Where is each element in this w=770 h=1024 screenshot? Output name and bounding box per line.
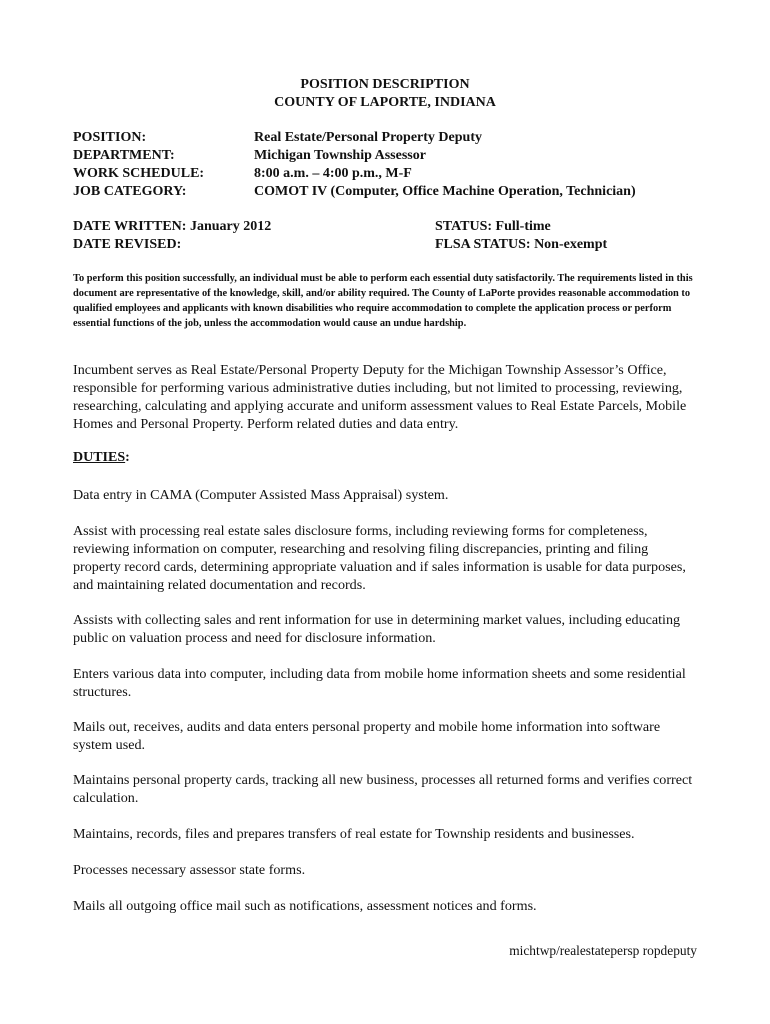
work-schedule-label: WORK SCHEDULE: bbox=[73, 166, 205, 181]
department-value: Michigan Township Assessor bbox=[254, 148, 426, 163]
date-revised: DATE REVISED: bbox=[73, 237, 182, 252]
position-value: Real Estate/Personal Property Deputy bbox=[254, 130, 482, 145]
work-schedule-value: 8:00 a.m. – 4:00 p.m., M-F bbox=[254, 166, 412, 181]
duties-heading bbox=[73, 449, 130, 467]
duty-item: Mails out, receives, audits and data enters personal property and mobile home information into software system used. bbox=[73, 719, 661, 753]
accommodation-notice: To perform this position successfully, an individual must be able to perform each essential duty satisfactorily. The requirements listed in this document are representative of the knowledge, skill, and/or ability required. The County of LaPorte provides reasonable accommodation to qualified employees and applicants with known disabilities who require accommodation to complete the application process or perform essential functions of the job, unless the accommodation would cause an undue hardship. bbox=[73, 273, 693, 329]
job-category-label: JOB CATEGORY: bbox=[73, 184, 187, 199]
flsa-status: FLSA STATUS: Non-exempt bbox=[435, 237, 608, 252]
status: STATUS: Full-time bbox=[435, 219, 551, 234]
duties-heading-text: DUTIES bbox=[73, 450, 126, 465]
duty-item: Maintains personal property cards, tracking all new business, processes all returned forms and verifies correct calculation. bbox=[73, 772, 693, 806]
department-label: DEPARTMENT: bbox=[73, 148, 175, 163]
file-path-footer: michtwp/realestatepersp ropdeputy bbox=[509, 943, 697, 958]
duty-item: Data entry in CAMA (Computer Assisted Mass Appraisal) system. bbox=[73, 487, 449, 503]
summary-paragraph: Incumbent serves as Real Estate/Personal Property Deputy for the Michigan Township Assessor’s Office, responsible for performing various administrative duties including, but not limited to processing, reviewing, researching, calculating and applying accurate and uniform assessment values to Real Estate Parcels, Mobile Homes and Personal Property. Perform related duties and data entry. bbox=[73, 362, 687, 432]
document-subtitle: COUNTY OF LAPORTE, INDIANA bbox=[274, 95, 496, 110]
job-category-value: COMOT IV (Computer, Office Machine Operation, Technician) bbox=[254, 184, 636, 199]
date-revised-row bbox=[73, 236, 608, 254]
duty-item: Maintains, records, files and prepares transfers of real estate for Township residents and businesses. bbox=[73, 826, 635, 842]
duty-item: Assist with processing real estate sales disclosure forms, including reviewing forms for completeness, reviewing information on computer, researching and resolving filing discrepancies, printing and filing property record cards, determining appropriate valuation and if sales information is usable for data purposes, and maintaining related documentation and records. bbox=[73, 523, 686, 593]
duties-heading-colon: : bbox=[125, 450, 130, 465]
date-written: DATE WRITTEN: January 2012 bbox=[73, 219, 272, 234]
date-written-row bbox=[73, 218, 551, 236]
duty-item: Processes necessary assessor state forms. bbox=[73, 862, 306, 878]
duty-item: Mails all outgoing office mail such as notifications, assessment notices and forms. bbox=[73, 898, 537, 914]
position-label: POSITION: bbox=[73, 130, 147, 145]
duty-item: Assists with collecting sales and rent information for use in determining market values, including educating public on valuation process and need for disclosure information. bbox=[73, 612, 681, 646]
duty-item: Enters various data into computer, including data from mobile home information sheets and some residential structures. bbox=[73, 666, 686, 700]
document-title: POSITION DESCRIPTION bbox=[300, 77, 470, 92]
